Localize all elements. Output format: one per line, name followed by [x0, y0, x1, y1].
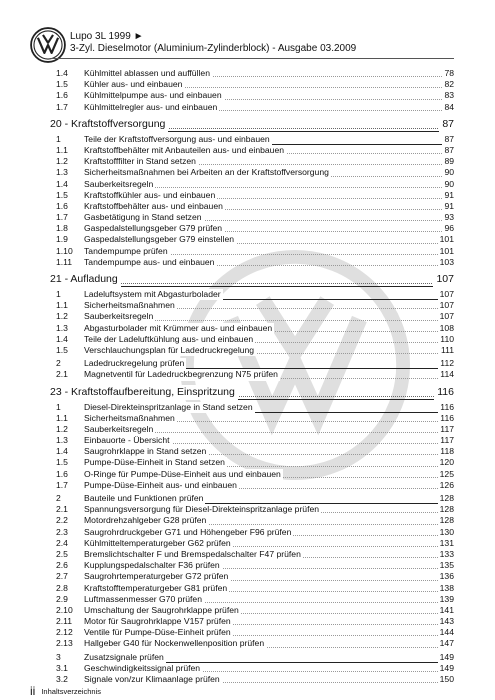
entry-number: 1.10	[56, 245, 73, 256]
toc-entry[interactable]	[50, 413, 454, 424]
section-page: 107	[433, 272, 454, 287]
entry-label: Tandempumpe aus- und einbauen	[84, 256, 215, 267]
entry-page: 87	[444, 144, 454, 155]
entry-number: 3.2	[56, 674, 68, 684]
entry-number: 1.3	[56, 435, 68, 446]
entry-page: 103	[439, 256, 454, 267]
entry-number: 1.4	[56, 446, 68, 457]
entry-number: 1.5	[56, 189, 68, 200]
entry-label: Diesel-Direkteinspritzanlage in Stand setzen	[84, 401, 253, 412]
entry-number: 1.3	[56, 322, 68, 333]
entry-number: 3.1	[56, 662, 68, 673]
entry-number: 1.5	[56, 79, 68, 90]
toc-entry[interactable]	[50, 616, 454, 627]
toc-entry[interactable]	[50, 145, 454, 156]
entry-page: 111	[440, 344, 454, 355]
entry-number: 1.4	[56, 333, 68, 344]
entry-page: 118	[440, 446, 454, 457]
entry-label: Zusatzsignale prüfen	[84, 651, 164, 662]
toc-entry[interactable]	[50, 457, 454, 468]
entry-label: O-Ringe für Pumpe-Düse-Einheit aus und einbauen	[84, 468, 281, 479]
entry-label: Kühler aus- und einbauen	[84, 79, 183, 90]
entry-number: 1.7	[56, 212, 68, 223]
toc-entry[interactable]	[50, 605, 454, 616]
toc-entry[interactable]	[50, 446, 454, 457]
entry-page: 141	[439, 604, 454, 615]
entry-number: 2.10	[56, 604, 73, 615]
toc-entry[interactable]	[50, 102, 454, 113]
entry-page: 147	[439, 638, 454, 649]
entry-label: Teile der Kraftstoffversorgung aus- und einbauen	[84, 133, 270, 144]
entry-page: 125	[439, 468, 454, 479]
entry-label: Ventile für Pumpe-Düse-Einheit prüfen	[84, 627, 231, 638]
entry-label: Umschaltung der Saugrohrklappe prüfen	[84, 604, 239, 615]
toc-entry[interactable]	[50, 549, 454, 560]
entry-number: 2.1	[56, 369, 68, 380]
entry-page: 128	[439, 515, 454, 526]
entry-page: 136	[439, 571, 454, 582]
entry-label: Kraftstoffbehälter aus- und einbauen	[84, 200, 223, 211]
entry-page: 84	[444, 101, 454, 112]
section-page: 116	[434, 385, 454, 400]
toc-entry[interactable]	[50, 334, 454, 345]
footer-label: Inhaltsverzeichnis	[41, 687, 101, 696]
entry-label: Tandempumpe prüfen	[84, 245, 168, 256]
entry-label: Hallgeber G40 für Nockenwellenposition prüfen	[84, 638, 265, 649]
toc-entry[interactable]	[50, 527, 454, 538]
entry-label: Kraftstoffbehälter mit Anbauteilen aus- und einbauen	[84, 144, 285, 155]
entry-page: 117	[440, 423, 454, 434]
entry-number: 2.2	[56, 515, 68, 526]
toc-entry[interactable]	[50, 515, 454, 526]
entry-page: 110	[440, 333, 454, 344]
entry-number: 2	[56, 358, 61, 369]
entry-label: Pumpe-Düse-Einheit aus- und einbauen	[84, 479, 237, 490]
entry-label: Sicherheitsmaßnahmen	[84, 412, 175, 423]
entry-label: Teile der Ladeluftkühlung aus- und einbauen	[84, 333, 254, 344]
header-divider	[50, 58, 454, 59]
entry-page: 133	[439, 548, 454, 559]
entry-number: 1.11	[56, 256, 73, 267]
toc-entry[interactable]	[50, 167, 454, 178]
entry-number: 2.12	[56, 627, 73, 638]
entry-number: 1.2	[56, 156, 68, 167]
entry-number: 1	[56, 289, 61, 299]
entry-number: 1.4	[56, 178, 68, 189]
toc-entry[interactable]	[50, 493, 454, 504]
toc-entry[interactable]	[50, 201, 454, 212]
entry-number: 1.6	[56, 90, 68, 101]
entry-page: 90	[444, 167, 454, 178]
entry-number: 1.1	[56, 144, 68, 155]
toc-entry[interactable]	[50, 190, 454, 201]
entry-number: 1.4	[56, 68, 68, 78]
entry-number: 2.7	[56, 571, 68, 582]
entry-label: Pumpe-Düse-Einheit in Stand setzen	[84, 457, 225, 468]
entry-number: 2.1	[56, 504, 68, 515]
toc-entry[interactable]	[50, 358, 454, 369]
section-title: 20 - Kraftstoffversorgung	[50, 117, 168, 132]
toc-entry[interactable]	[50, 504, 454, 515]
entry-page: 87	[444, 133, 454, 144]
toc-entry[interactable]	[50, 68, 454, 79]
entry-label: Bremslichtschalter F und Bremspedalschalter F47 prüfen	[84, 548, 301, 559]
toc-entry[interactable]	[50, 323, 454, 334]
entry-page: 96	[444, 223, 454, 234]
toc-entry[interactable]	[50, 469, 454, 480]
entry-label: Sauberkeitsregeln	[84, 178, 154, 189]
entry-page: 143	[439, 616, 454, 627]
entry-page: 116	[440, 412, 454, 423]
entry-number: 1.8	[56, 223, 68, 234]
toc-entry[interactable]	[50, 223, 454, 234]
entry-label: Ladeluftsystem mit Abgasturbolader	[84, 289, 221, 299]
entry-page: 128	[439, 504, 454, 515]
header-title: Lupo 3L 1999 ►	[70, 31, 144, 42]
toc-entry[interactable]	[50, 311, 454, 322]
toc-entry[interactable]	[50, 134, 454, 145]
entry-label: Gaspedalstellungsgeber G79 einstellen	[84, 234, 235, 245]
toc-entry[interactable]	[50, 156, 454, 167]
entry-label: Saugrohrdruckgeber G71 und Höhengeber F96 prüfen	[84, 526, 292, 537]
entry-label: Luftmassenmesser G70 prüfen	[84, 593, 202, 604]
section-heading[interactable]	[50, 385, 454, 400]
table-of-contents	[50, 68, 454, 685]
toc-entry[interactable]	[50, 674, 454, 685]
entry-label: Spannungsversorgung für Diesel-Direkteinspritzanlage prüfen	[84, 504, 320, 515]
toc-entry[interactable]	[50, 652, 454, 663]
entry-label: Sauberkeitsregeln	[84, 423, 154, 434]
entry-number: 2	[56, 493, 61, 503]
entry-number: 2.13	[56, 638, 73, 649]
entry-page: 120	[439, 457, 454, 468]
toc-entry[interactable]	[50, 571, 454, 582]
entry-page: 91	[444, 200, 454, 211]
entry-label: Kühlmitteltemperaturgeber G62 prüfen	[84, 537, 231, 548]
entry-label: Kupplungspedalschalter F36 prüfen	[84, 560, 220, 571]
entry-number: 2.5	[56, 548, 68, 559]
entry-number: 1.9	[56, 234, 68, 245]
entry-number: 2.3	[56, 526, 68, 537]
entry-number: 2.6	[56, 560, 68, 571]
toc-entry[interactable]	[50, 79, 454, 90]
entry-label: Motordrehzahlgeber G28 prüfen	[84, 515, 207, 526]
entry-page: 107	[439, 311, 454, 322]
entry-page: 91	[444, 189, 454, 200]
entry-number: 1.5	[56, 344, 68, 355]
entry-page: 83	[444, 90, 454, 101]
entry-label: Gasbetätigung in Stand setzen	[84, 212, 202, 223]
entry-page: 112	[440, 358, 454, 369]
entry-page: 138	[439, 582, 454, 593]
toc-entry[interactable]	[50, 627, 454, 638]
toc-entry[interactable]	[50, 369, 454, 380]
section-title: 21 - Aufladung	[50, 272, 121, 287]
toc-entry[interactable]	[50, 246, 454, 257]
toc-entry[interactable]	[50, 480, 454, 491]
entry-number: 1.6	[56, 468, 68, 479]
entry-page: 150	[439, 674, 454, 684]
entry-page: 101	[439, 234, 454, 245]
toc-entry[interactable]	[50, 402, 454, 413]
toc-entry[interactable]	[50, 538, 454, 549]
entry-label: Verschlauchungsplan für Ladedruckregelung	[84, 344, 255, 355]
entry-label: Kühlmittel ablassen und auffüllen	[84, 68, 210, 78]
toc-entry[interactable]	[50, 234, 454, 245]
entry-label: Kühlmittelregler aus- und einbauen	[84, 101, 218, 112]
section-page: 87	[439, 117, 454, 132]
entry-page: 139	[439, 593, 454, 604]
entry-page: 90	[444, 178, 454, 189]
entry-page: 107	[439, 300, 454, 311]
entry-label: Signale von/zur Klimaanlage prüfen	[84, 674, 220, 684]
toc-entry[interactable]	[50, 435, 454, 446]
toc-entry[interactable]	[50, 583, 454, 594]
entry-label: Gaspedalstellungsgeber G79 prüfen	[84, 223, 223, 234]
entry-page: 82	[444, 79, 454, 90]
entry-label: Kraftstoffkühler aus- und einbauen	[84, 189, 216, 200]
entry-number: 1.3	[56, 167, 68, 178]
entry-number: 1.7	[56, 101, 68, 112]
entry-number: 1	[56, 133, 61, 144]
toc-entry[interactable]	[50, 345, 454, 356]
entry-page: 117	[440, 435, 454, 446]
entry-label: Sauberkeitsregeln	[84, 311, 154, 322]
entry-page: 131	[439, 537, 454, 548]
entry-number: 2.4	[56, 537, 68, 548]
toc-entry[interactable]	[50, 300, 454, 311]
toc-entry[interactable]	[50, 257, 454, 268]
entry-label: Kraftstofftemperaturgeber G81 prüfen	[84, 582, 228, 593]
toc-entry[interactable]	[50, 663, 454, 674]
entry-number: 3	[56, 651, 61, 662]
entry-label: Einbauorte - Übersicht	[84, 435, 170, 446]
entry-number: 2.8	[56, 582, 68, 593]
footer-page-number: ii	[30, 684, 36, 698]
entry-page: 149	[439, 651, 454, 662]
entry-number: 1.2	[56, 311, 68, 322]
toc-entry[interactable]	[50, 424, 454, 435]
entry-page: 89	[444, 156, 454, 167]
entry-label: Sicherheitsmaßnahmen	[84, 300, 175, 311]
toc-entry[interactable]	[50, 289, 454, 300]
entry-label: Kühlmittelpumpe aus- und einbauen	[84, 90, 222, 101]
page-footer	[30, 684, 101, 698]
entry-label: Bauteile und Funktionen prüfen	[84, 493, 204, 503]
entry-number: 1.5	[56, 457, 68, 468]
entry-page: 93	[444, 212, 454, 223]
toc-entry[interactable]	[50, 179, 454, 190]
entry-label: Geschwindigkeitssignal prüfen	[84, 662, 201, 673]
toc-entry[interactable]	[50, 90, 454, 101]
entry-page: 126	[439, 479, 454, 490]
entry-page: 116	[440, 401, 454, 412]
entry-page: 135	[439, 560, 454, 571]
entry-page: 130	[439, 526, 454, 537]
entry-page: 149	[439, 662, 454, 673]
entry-page: 128	[439, 493, 454, 503]
entry-page: 144	[439, 627, 454, 638]
section-title: 23 - Kraftstoffaufbereitung, Einspritzung	[50, 385, 238, 400]
entry-label: Saugrohrtemperaturgeber G72 prüfen	[84, 571, 229, 582]
entry-number: 1.6	[56, 200, 68, 211]
entry-page: 108	[439, 322, 454, 333]
entry-number: 2.9	[56, 593, 68, 604]
entry-label: Abgasturbolader mit Krümmer aus- und einbauen	[84, 322, 273, 333]
toc-entry[interactable]	[50, 594, 454, 605]
entry-number: 1.7	[56, 479, 68, 490]
entry-label: Kraftstofffilter in Stand setzen	[84, 156, 196, 167]
entry-label: Sicherheitsmaßnahmen bei Arbeiten an der Kraftstoffversorgung	[84, 167, 329, 178]
entry-page: 78	[444, 68, 454, 78]
header-subtitle: 3-Zyl. Dieselmotor (Aluminium-Zylinderblock) - Ausgabe 03.2009	[70, 43, 357, 54]
entry-number: 1.1	[56, 412, 68, 423]
entry-page: 107	[439, 289, 454, 299]
section-heading[interactable]	[50, 272, 454, 287]
entry-label: Ladedruckregelung prüfen	[84, 358, 185, 369]
entry-page: 114	[440, 369, 454, 380]
toc-entry[interactable]	[50, 560, 454, 571]
entry-number: 1.2	[56, 423, 68, 434]
entry-number: 2.11	[56, 616, 73, 627]
entry-page: 101	[439, 245, 454, 256]
document-header	[70, 31, 356, 55]
section-heading[interactable]	[50, 117, 454, 132]
entry-label: Magnetventil für Ladedruckbegrenzung N75 prüfen	[84, 369, 278, 380]
entry-label: Saugrohrklappe in Stand setzen	[84, 446, 207, 457]
entry-label: Motor für Saugrohrklappe V157 prüfen	[84, 616, 231, 627]
entry-number: 1	[56, 401, 61, 412]
toc-entry[interactable]	[50, 638, 454, 649]
entry-number: 1.1	[56, 300, 68, 311]
toc-entry[interactable]	[50, 212, 454, 223]
